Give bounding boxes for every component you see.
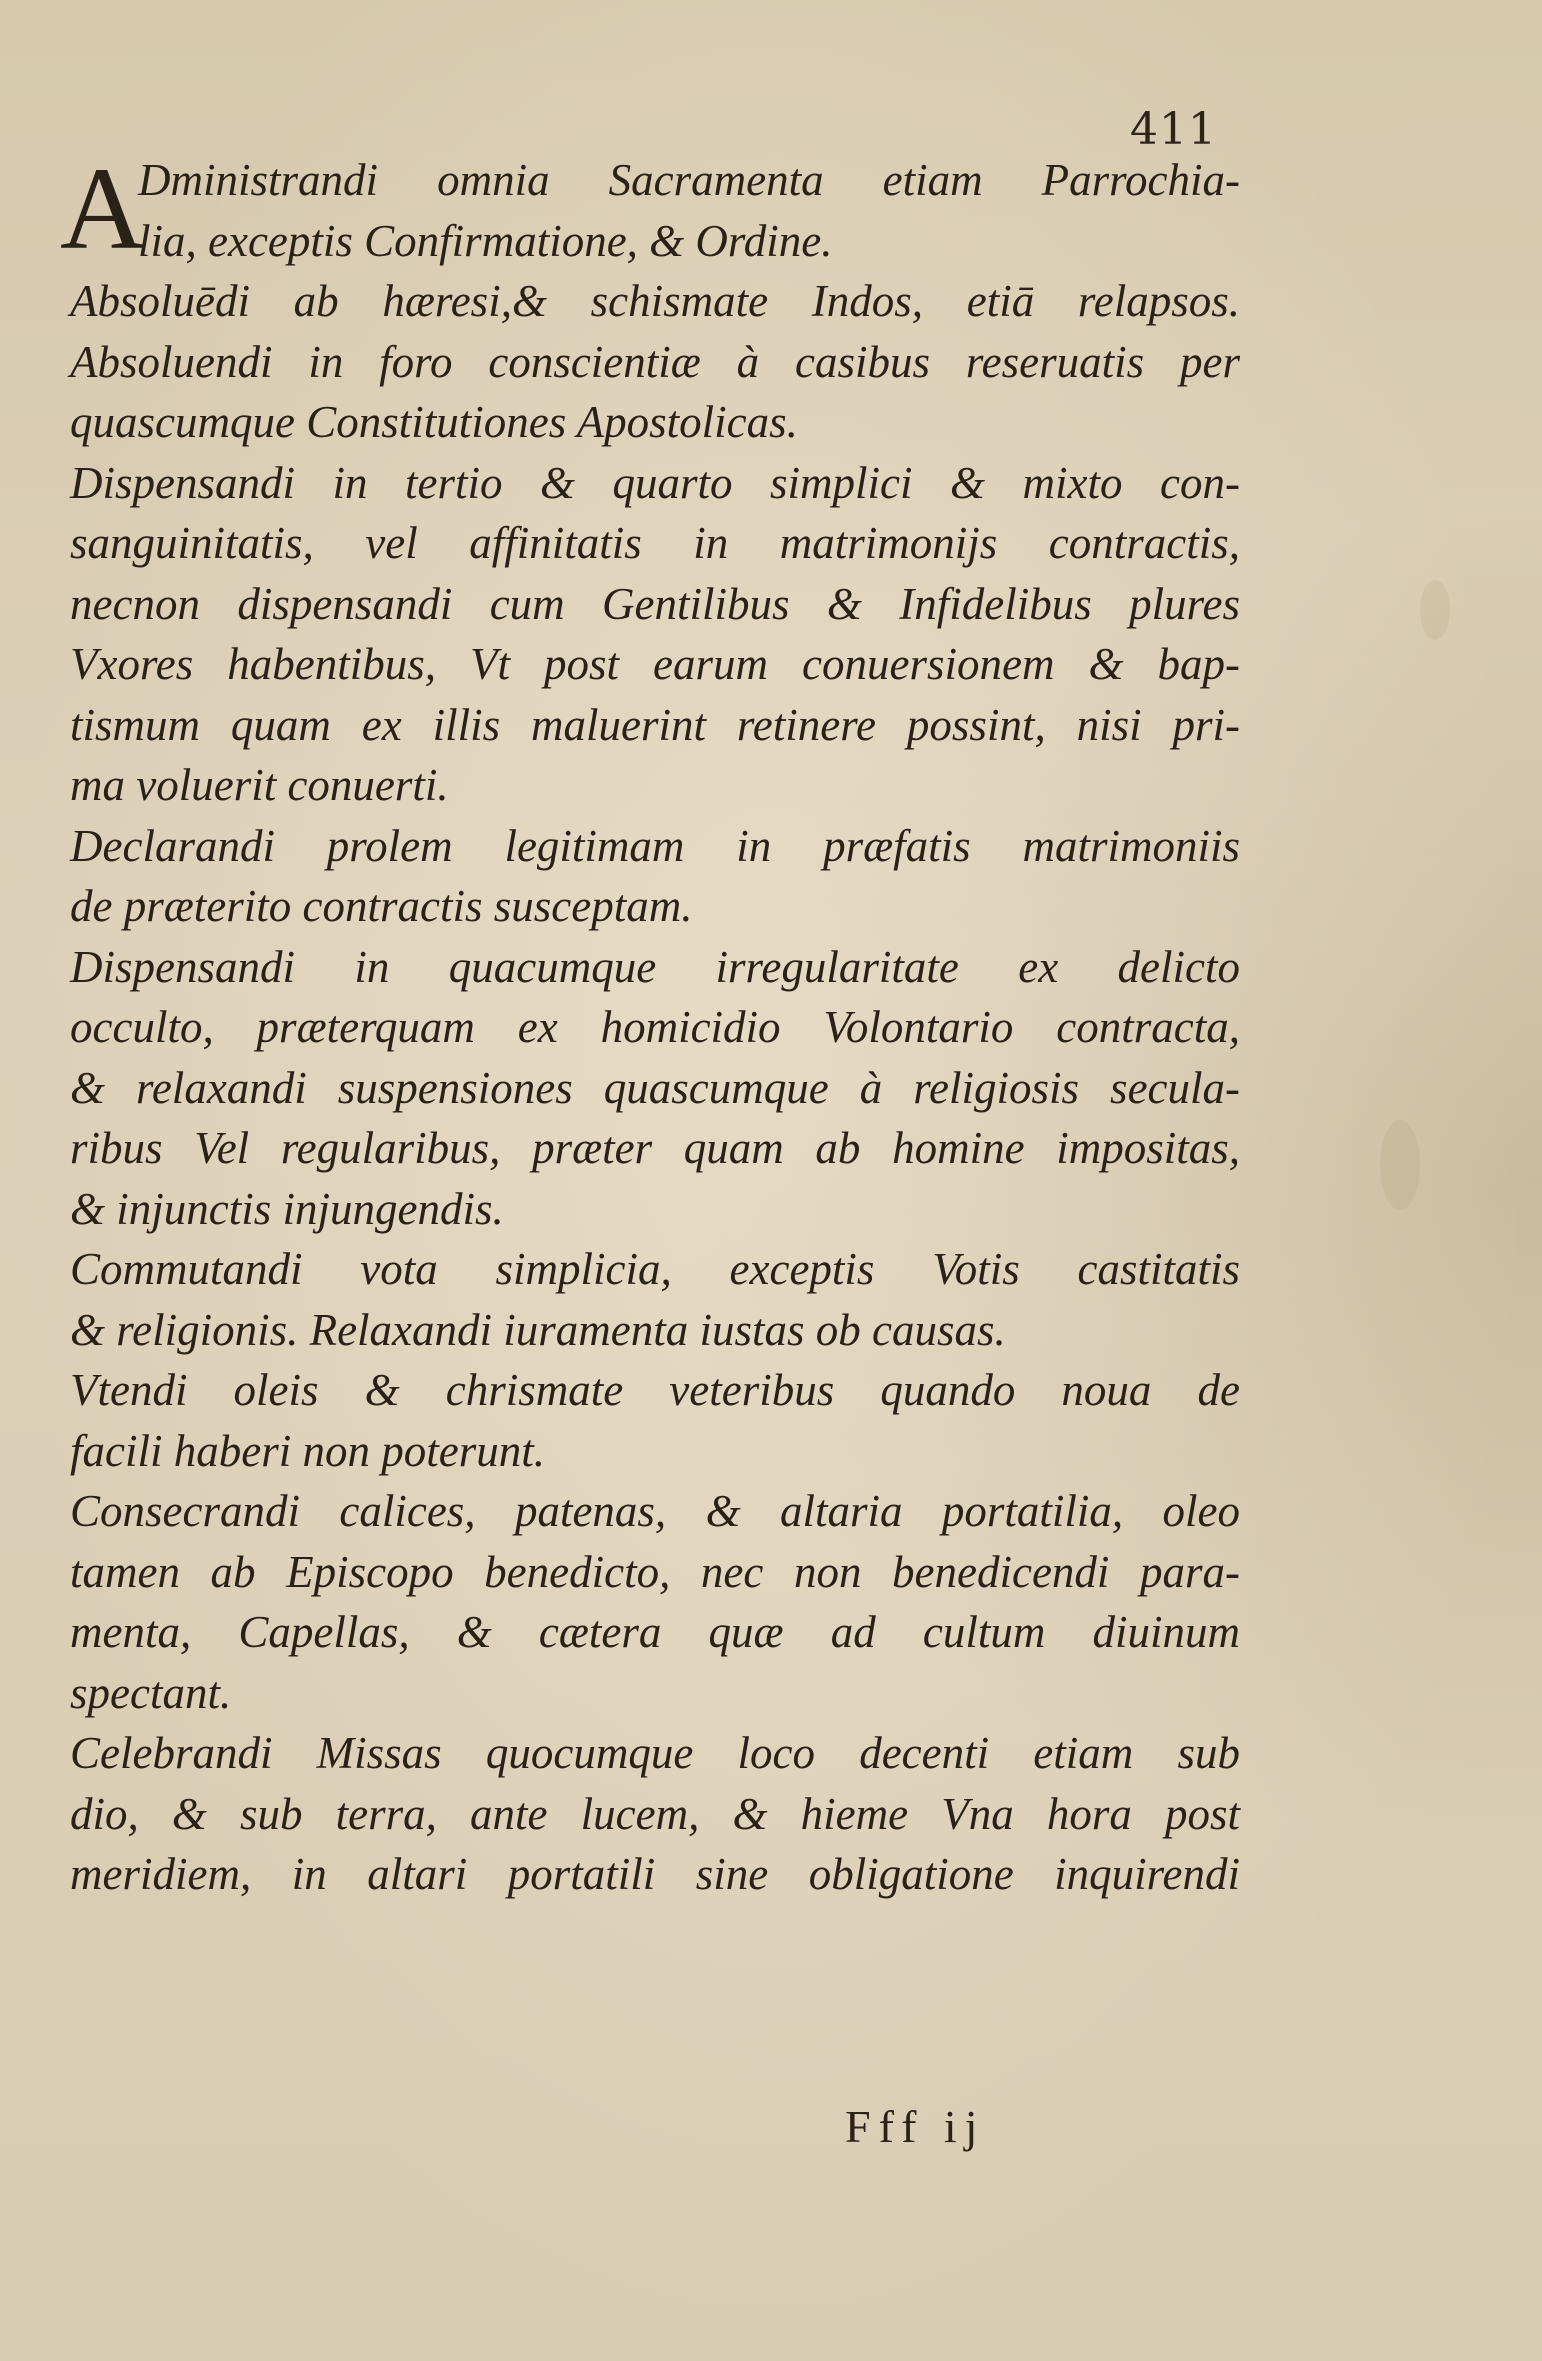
text-line: Vtendi oleis & chrismate veteribus quando noua de (70, 1365, 1240, 1415)
paper-stain (1380, 1120, 1420, 1210)
paragraph (70, 816, 1240, 937)
text-line: & relaxandi suspensiones quascumque à religiosis secula- (70, 1062, 1240, 1113)
body-text (70, 150, 1240, 1905)
text-line: Vxores habentibus, Vt post earum conuersionem & bap- (70, 639, 1240, 689)
text-line: Dministrandi omnia Sacramenta etiam Parrochia- (138, 155, 1240, 205)
text-line: Dispensandi in quacumque irregularitate ex delicto (70, 941, 1240, 992)
text-line: & injunctis injungendis. (70, 1183, 504, 1234)
paragraph (70, 1481, 1240, 1723)
text-line: ma voluerit conuerti. (70, 760, 449, 810)
text-line: Consecrandi calices, patenas, & altaria portatilia, oleo (70, 1486, 1240, 1536)
text-line: quascumque Constitutiones Apostolicas. (70, 397, 798, 447)
text-line: de præterito contractis susceptam. (70, 881, 693, 931)
paper-stain (1420, 580, 1450, 640)
page-number: 411 (1130, 104, 1217, 155)
text-line: occulto, præterquam ex homicidio Volontario contracta, (70, 1002, 1240, 1052)
text-line: facili haberi non poterunt. (70, 1425, 545, 1476)
text-line: Dispensandi in tertio & quarto simplici & mixto con- (70, 457, 1240, 508)
text-line: & religionis. Relaxandi iuramenta iustas ob causas. (70, 1304, 1006, 1355)
paragraph (70, 150, 1240, 271)
text-line: sanguinitatis, vel affinitatis in matrimonijs contractis, (70, 518, 1240, 568)
drop-cap: A (60, 143, 146, 274)
paragraph (70, 1239, 1240, 1360)
text-line: necnon dispensandi cum Gentilibus & Infidelibus plures (70, 578, 1240, 629)
paragraph (70, 271, 1240, 332)
text-line: Celebrandi Missas quocumque loco decenti etiam sub (70, 1728, 1240, 1778)
paragraph (70, 1723, 1240, 1905)
paragraph (70, 453, 1240, 816)
text-line: Absoluendi in foro conscientiæ à casibus reseruatis per (70, 336, 1240, 387)
text-line: ribus Vel regularibus, præter quam ab homine impositas, (70, 1123, 1240, 1173)
text-line: spectant. (70, 1667, 232, 1718)
signature-mark: Fff ij (845, 2101, 986, 2152)
text-line: tismum quam ex illis maluerint retinere possint, nisi pri- (70, 699, 1240, 750)
text-line: Commutandi vota simplicia, exceptis Votis castitatis (70, 1244, 1240, 1294)
text-line: menta, Capellas, & cætera quæ ad cultum diuinum (70, 1607, 1240, 1657)
paragraph (70, 1360, 1240, 1481)
text-line: lia, exceptis Confirmatione, & Ordine. (138, 215, 833, 266)
text-line: dio, & sub terra, ante lucem, & hieme Vna hora post (70, 1788, 1240, 1839)
paragraph (70, 937, 1240, 1240)
text-line: Declarandi prolem legitimam in præfatis matrimoniis (70, 820, 1240, 871)
text-line: Absoluēdi ab hæresi,& schismate Indos, etiā relapsos. (70, 276, 1240, 326)
text-line: tamen ab Episcopo benedicto, nec non benedicendi para- (70, 1546, 1240, 1597)
text-line: meridiem, in altari portatili sine obligatione inquirendi (70, 1849, 1240, 1899)
paragraph (70, 332, 1240, 453)
